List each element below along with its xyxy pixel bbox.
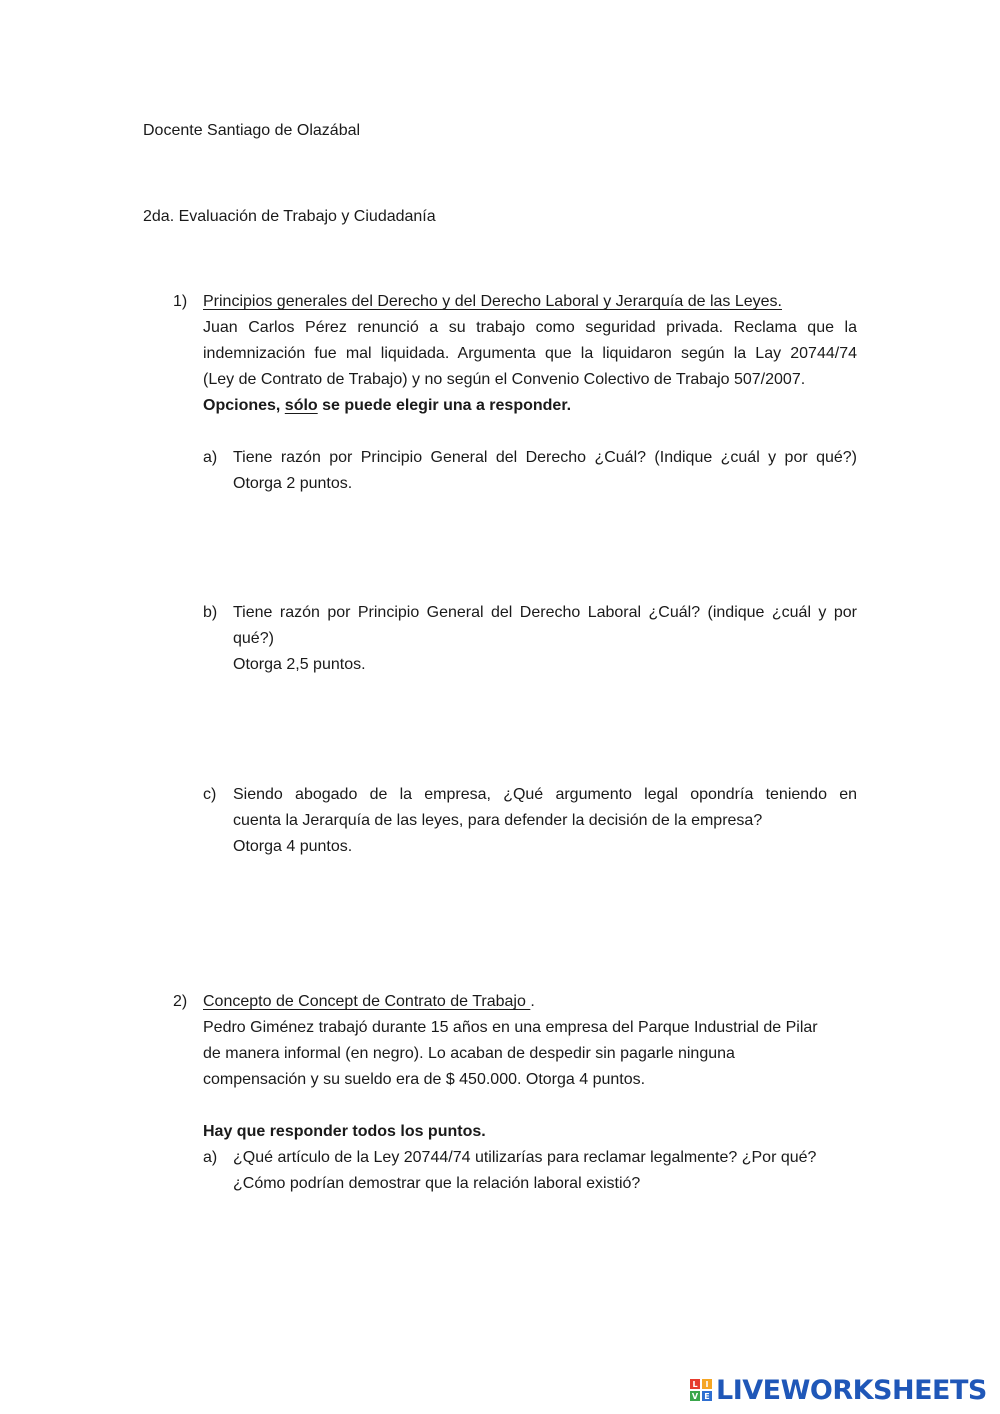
q2-title-wrap: [203, 992, 535, 1012]
q1-options-post: se puede elegir una a responder.: [317, 397, 572, 414]
q1-body-line-2: indemnización fue mal liquidada. Argumenta que la liquidaron según la Lay 20744/74: [203, 345, 857, 362]
q2-body-line-1: Pedro Giménez trabajó durante 15 años en una empresa del Parque Industrial de Pilar: [203, 1019, 818, 1036]
q2-title: Concepto de Concept de Contrato de Trabajo: [203, 993, 531, 1010]
q1b-points: Otorga 2,5 puntos.: [233, 656, 366, 673]
q2-body-line-3: compensación y su sueldo era de $ 450.000. Otorga 4 puntos.: [203, 1071, 646, 1088]
q2a-letter: a): [203, 1149, 218, 1166]
logo-block-v: V: [691, 1391, 699, 1401]
q1b-letter: b): [203, 604, 218, 621]
logo-blocks-icon: [690, 1379, 712, 1401]
q2-instruction: Hay que responder todos los puntos.: [203, 1123, 486, 1140]
q2a-line-2: ¿Cómo podrían demostrar que la relación laboral existió?: [233, 1175, 641, 1192]
q1a-letter: a): [203, 449, 218, 466]
q1c-line-1: Siendo abogado de la empresa, ¿Qué argumento legal opondría teniendo en: [233, 786, 857, 803]
logo-text: LIVEWORKSHEETS: [716, 1374, 987, 1406]
q1-title: Principios generales del Derecho y del Derecho Laboral y Jerarquía de las Leyes.: [203, 293, 782, 310]
q1-number: 1): [173, 293, 188, 310]
q2a-line-1: ¿Qué artículo de la Ley 20744/74 utilizarías para reclamar legalmente? ¿Por qué?: [233, 1149, 817, 1166]
q2-title-end: .: [530, 993, 535, 1010]
q1b-line-2: qué?): [233, 630, 274, 647]
evaluation-title: 2da. Evaluación de Trabajo y Ciudadanía: [143, 208, 436, 225]
q1-body-line-1: Juan Carlos Pérez renunció a su trabajo como seguridad privada. Reclama que la: [203, 319, 857, 336]
logo-block-e: E: [702, 1391, 712, 1401]
q1a-line-1: Tiene razón por Principio General del Derecho ¿Cuál? (Indique ¿cuál y por qué?): [233, 449, 857, 466]
q2-number: 2): [173, 993, 188, 1010]
q1-options-pre: Opciones,: [203, 397, 285, 414]
q1c-line-2: cuenta la Jerarquía de las leyes, para defender la decisión de la empresa?: [233, 812, 763, 829]
q1-options-note: [203, 396, 571, 416]
q1b-line-1: Tiene razón por Principio General del Derecho Laboral ¿Cuál? (indique ¿cuál y por: [233, 604, 857, 621]
q1a-points: Otorga 2 puntos.: [233, 475, 353, 492]
teacher-name: Docente Santiago de Olazábal: [143, 122, 361, 139]
q2-body-line-2: de manera informal (en negro). Lo acaban de despedir sin pagarle ninguna: [203, 1045, 735, 1062]
logo-block-i: I: [702, 1379, 712, 1389]
q1c-points: Otorga 4 puntos.: [233, 838, 353, 855]
q1-body-line-3: (Ley de Contrato de Trabajo) y no según el Convenio Colectivo de Trabajo 507/2007.: [203, 371, 806, 388]
q1c-letter: c): [203, 786, 217, 803]
q1-options-underlined: sólo: [284, 397, 318, 414]
liveworksheets-logo[interactable]: [690, 1373, 987, 1407]
logo-block-l: L: [690, 1379, 700, 1389]
